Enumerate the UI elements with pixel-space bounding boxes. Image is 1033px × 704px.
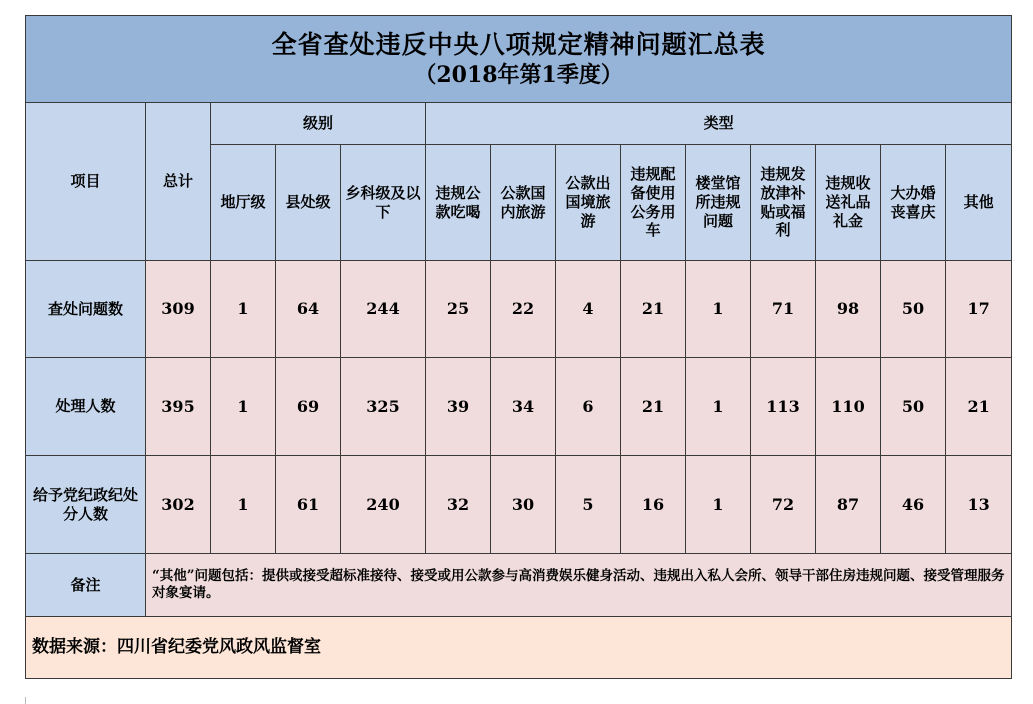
table-cell: 72 bbox=[751, 456, 816, 554]
header-total: 总计 bbox=[146, 103, 211, 261]
header-type-col: 楼堂馆所违规问题 bbox=[686, 145, 751, 261]
row-label: 给予党纪政纪处分人数 bbox=[26, 456, 146, 554]
table-cell: 32 bbox=[426, 456, 491, 554]
header-level-col: 县处级 bbox=[276, 145, 341, 261]
row-label: 查处问题数 bbox=[26, 261, 146, 358]
table-cell: 71 bbox=[751, 261, 816, 358]
header-type-group: 类型 bbox=[426, 103, 1012, 145]
table-cell: 1 bbox=[211, 261, 276, 358]
table-cell: 69 bbox=[276, 358, 341, 456]
table-row bbox=[26, 456, 1012, 554]
table-row bbox=[26, 358, 1012, 456]
header-type-col: 公款国内旅游 bbox=[491, 145, 556, 261]
table-cell: 21 bbox=[946, 358, 1012, 456]
table-cell: 16 bbox=[621, 456, 686, 554]
table-cell: 21 bbox=[621, 261, 686, 358]
table-cell: 39 bbox=[426, 358, 491, 456]
table-cell: 25 bbox=[426, 261, 491, 358]
table-cell: 4 bbox=[556, 261, 621, 358]
divider bbox=[25, 697, 26, 704]
header-type-col: 其他 bbox=[946, 145, 1012, 261]
table-cell: 244 bbox=[341, 261, 426, 358]
table-cell: 395 bbox=[146, 358, 211, 456]
table-cell: 1 bbox=[686, 358, 751, 456]
table-cell: 50 bbox=[881, 358, 946, 456]
table-cell: 50 bbox=[881, 261, 946, 358]
note-label: 备注 bbox=[26, 554, 146, 617]
table-cell: 309 bbox=[146, 261, 211, 358]
row-label: 处理人数 bbox=[26, 358, 146, 456]
title-main: 全省查处违反中央八项规定精神问题汇总表 bbox=[271, 29, 766, 59]
header-level-col: 地厅级 bbox=[211, 145, 276, 261]
header-item: 项目 bbox=[26, 103, 146, 261]
table-cell: 13 bbox=[946, 456, 1012, 554]
table-row bbox=[26, 261, 1012, 358]
header-type-col: 大办婚丧喜庆 bbox=[881, 145, 946, 261]
table-cell: 1 bbox=[211, 456, 276, 554]
source-row bbox=[26, 617, 1012, 679]
table-cell: 1 bbox=[686, 261, 751, 358]
header-type-col: 违规发放津补贴或福利 bbox=[751, 145, 816, 261]
table-cell: 98 bbox=[816, 261, 881, 358]
table-cell: 22 bbox=[491, 261, 556, 358]
table-cell: 64 bbox=[276, 261, 341, 358]
header-type-col: 违规配备使用公务用车 bbox=[621, 145, 686, 261]
header-level-col: 乡科级及以下 bbox=[341, 145, 426, 261]
table-cell: 34 bbox=[491, 358, 556, 456]
table-cell: 302 bbox=[146, 456, 211, 554]
header-type-col: 违规公款吃喝 bbox=[426, 145, 491, 261]
header-type-col: 违规收送礼品礼金 bbox=[816, 145, 881, 261]
note-row bbox=[26, 554, 1012, 617]
header-type-col: 公款出国境旅游 bbox=[556, 145, 621, 261]
table-cell: 6 bbox=[556, 358, 621, 456]
table-cell: 325 bbox=[341, 358, 426, 456]
table-cell: 87 bbox=[816, 456, 881, 554]
table-cell: 110 bbox=[816, 358, 881, 456]
table-cell: 1 bbox=[211, 358, 276, 456]
header-level-group: 级别 bbox=[211, 103, 426, 145]
table-cell: 21 bbox=[621, 358, 686, 456]
table-cell: 61 bbox=[276, 456, 341, 554]
table-cell: 240 bbox=[341, 456, 426, 554]
title-sub: （2018年第1季度） bbox=[414, 61, 623, 88]
table-cell: 17 bbox=[946, 261, 1012, 358]
table-cell: 113 bbox=[751, 358, 816, 456]
table-cell: 5 bbox=[556, 456, 621, 554]
table-title bbox=[26, 16, 1012, 103]
note-text: “其他”问题包括：提供或接受超标准接待、接受或用公款参与高消费娱乐健身活动、违规出入私人会所、领导干部住房违规问题、接受管理服务对象宴请。 bbox=[146, 554, 1012, 617]
data-source: 数据来源：四川省纪委党风政风监督室 bbox=[26, 617, 1012, 679]
table-cell: 1 bbox=[686, 456, 751, 554]
table-cell: 30 bbox=[491, 456, 556, 554]
table-cell: 46 bbox=[881, 456, 946, 554]
summary-table bbox=[25, 15, 1012, 679]
